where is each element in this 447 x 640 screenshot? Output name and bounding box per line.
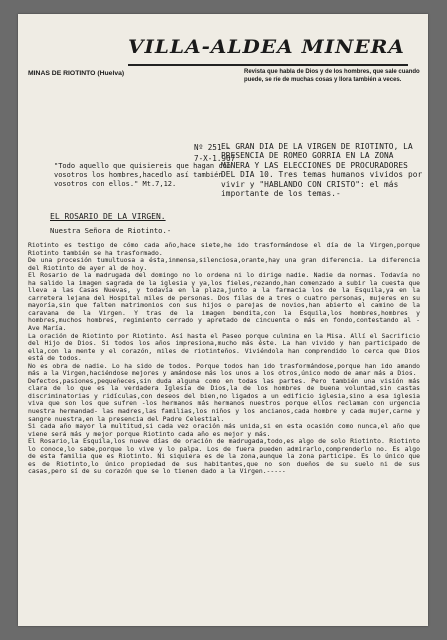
newsletter-page	[18, 14, 428, 626]
section-title: EL ROSARIO DE LA VIRGEN.	[50, 212, 166, 221]
issue-number: Nº 251 -	[194, 143, 231, 152]
paragraph: Defectos,pasiones,pequeñeces,sin duda alguna como en todas las partes. Pero también una visión más clara de lo que es la verdadera Iglesia de Dios,la de los hombres de buena voluntad,sin castas discriminatorias y ridículas,con deseos del bien,no ligados a un edificio iglesia,sino a esa iglesia viva que son los que sufren -los hermanos más hermanos nuestros porque ellos reclaman con urgencia nuestra hermandad- las madres,las familias,los niños y los ancianos,cada hombre y cada mujer,carne y sangre nuestra,en la presencia del Padre Celestial.	[28, 376, 420, 423]
masthead-title: VILLA-ALDEA MINERA	[128, 36, 405, 58]
article-body	[28, 242, 420, 626]
issue-headline: EL GRAN DIA DE LA VIRGEN DE RIOTINTO, LA PRESENCIA DE ROMEO GORRIA EN LA ZONA MINERA Y LAS ELECCIONES DE PROCURADORES DEL DIA 10. Tres temas humanos vividos por vivir y "HABLANDO CON CRISTO": el más importante de los temas.-	[221, 142, 423, 199]
quote-text: "Todo aquello que quisiereis que hagan con vosotros los hombres,hacedlo así también vosotros con ellos."	[54, 162, 232, 188]
motto: Revista que habla de Dios y de los hombres, que sale cuando puede, se ríe de muchas cosas y llora también a veces.	[244, 69, 420, 83]
paragraph: Riotinto es testigo de cómo cada año,hace siete,he ido trasformándose el día de la Virgen,porque Riotinto también se ha trasformado.	[28, 242, 420, 257]
paragraph: De una procesión tumultuosa a ésta,inmensa,silenciosa,orante,hay una gran diferencia. La diferencia del Riotinto de ayer al de hoy.	[28, 256, 420, 272]
masthead	[128, 36, 408, 66]
issue-date: 7-X-1.967	[194, 154, 236, 163]
paragraph: Si cada año mayor la multitud,si cada vez oración más unida,si en esta ocasión como nunca,el año que viene será más y mejor porque Riotinto cada año es mejor y más.	[28, 422, 420, 438]
paragraph: El Rosario de la madrugada del domingo no lo ordena ni lo dirige nadie. Nadie da normas. Todavía no ha salido la imagen sagrada de la iglesia y ya,los fieles,rezando,han comenzado a subir la cuesta que lleva a las Casas Nuevas, y todavía en la plaza,junto a la farmacia los de la Esquila,ya en la carretera lejana del Hospital miles de personas. Dos filas de a tres o cuatro personas, mujeres en su mayoría,sin que falten matrimonios con sus hijos o parejas de novios,han abierto el camino de la caravana de la Virgen. Y tras de la imagen bendita,con la Esquila,los hombres,hombres y hombres,muchos hombres, regimiento cerrado y apretado de cincuenta o más en fondo,contestando al - Ave María.	[28, 271, 420, 333]
paragraph: No es obra de nadie. Lo ha sido de todos. Porque todos han ido trasformándose,porque han ido amando más a la Virgen,haciéndose mejores y amándose más los unos a los otros,único modo de amar más a Dios.	[28, 361, 420, 378]
place-line: MINAS DE RIOTINTO (Huelva)	[28, 70, 125, 77]
quote-ref: Mt.7,12.	[142, 180, 177, 188]
section-subtitle: Nuestra Señora de Riotinto.-	[50, 226, 172, 235]
paragraph: El Rosario,la Esquila,los nueve días de oración de madrugada,todo,es algo de solo Riotinto. Riotinto lo conoce,lo sabe,porque lo vive y lo palpa. Los de fuera pueden admirarlo,comprenderlo no. Es algo de esta familia que es Riotinto. Ni siquiera es de la zona,aunque la zona participe. Es lo único que es de Riotinto,lo único propiedad de sus habitantes,que no son dueños de su suelo ni de sus casas,pero sí de su corazón que se lo tienen dado a la Virgen.-----	[28, 437, 420, 476]
paragraph: La oración de Riotinto por Riotinto. Así hasta el Paseo porque culmina en la Misa. Allí el Sacrificio del Hijo de Dios. Si todos los años impresiona,mucho más éste. La han vivido y han participado de ella,con la mente y el corazón, miles de riotinteños. Viviéndola han comprendido lo cerca que Dios está de todos.	[28, 331, 420, 363]
bible-quote	[54, 162, 234, 189]
